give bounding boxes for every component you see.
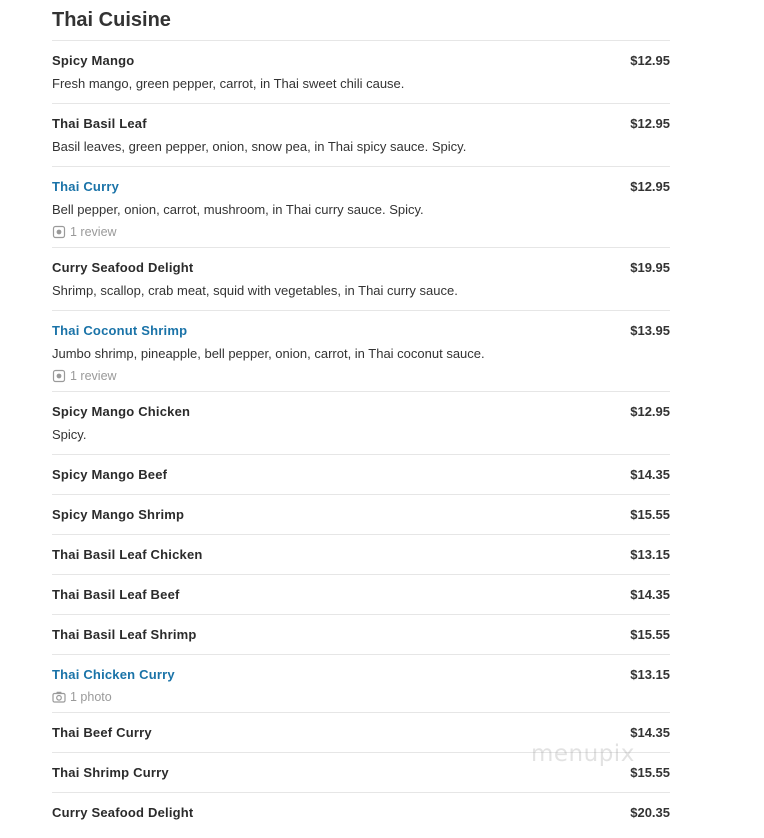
menu-item bbox=[52, 712, 670, 752]
menu-item-name: Thai Basil Leaf Chicken bbox=[52, 547, 203, 562]
menu-item bbox=[52, 247, 670, 310]
menu-item bbox=[52, 534, 670, 574]
watermark-logo: menupix bbox=[531, 741, 635, 767]
menu-item[interactable] bbox=[52, 654, 670, 712]
section-title: Thai Cuisine bbox=[52, 9, 171, 31]
menu-item-header bbox=[52, 260, 670, 276]
menu-item-name: Curry Seafood Delight bbox=[52, 805, 194, 820]
menu-item-name: Spicy Mango Shrimp bbox=[52, 507, 185, 522]
menu-item-price: $13.15 bbox=[630, 547, 670, 562]
meta-label: 1 photo bbox=[70, 690, 112, 704]
menu-item-header bbox=[52, 467, 670, 483]
menu-item-header bbox=[52, 725, 670, 741]
menu-item-price: $19.95 bbox=[630, 260, 670, 275]
menu-item-description: Jumbo shrimp, pineapple, bell pepper, onion, carrot, in Thai coconut sauce. bbox=[52, 346, 485, 361]
menu-item-price: $12.95 bbox=[630, 179, 670, 194]
menu-item-price: $12.95 bbox=[630, 404, 670, 419]
menu-item bbox=[52, 454, 670, 494]
review-icon bbox=[52, 369, 66, 383]
meta-label: 1 review bbox=[70, 369, 117, 383]
menu-item-price: $14.35 bbox=[630, 587, 670, 602]
menu-item-price: $12.95 bbox=[630, 53, 670, 68]
menu-item-name-link[interactable]: Thai Chicken Curry bbox=[52, 667, 175, 682]
menu-item-name: Curry Seafood Delight bbox=[52, 260, 194, 275]
menu-item-header bbox=[52, 587, 670, 603]
menu-item-price: $15.55 bbox=[630, 765, 670, 780]
menu-item-header bbox=[52, 667, 670, 683]
menu-item-header bbox=[52, 116, 670, 132]
menu-item[interactable] bbox=[52, 310, 670, 391]
menu-item-name: Spicy Mango Beef bbox=[52, 467, 168, 482]
menu-item-price: $13.15 bbox=[630, 667, 670, 682]
menu-item-header bbox=[52, 805, 670, 821]
menu-item-price: $12.95 bbox=[630, 116, 670, 131]
menu-item-name: Thai Basil Leaf Shrimp bbox=[52, 627, 197, 642]
menu-item-name: Thai Beef Curry bbox=[52, 725, 152, 740]
menu-item-header bbox=[52, 323, 670, 339]
menu-item-name: Spicy Mango bbox=[52, 53, 135, 68]
menu-item-header bbox=[52, 765, 670, 781]
menu-item-description: Spicy. bbox=[52, 427, 87, 442]
menu-item-name-link[interactable]: Thai Coconut Shrimp bbox=[52, 323, 188, 338]
menu-item[interactable] bbox=[52, 166, 670, 247]
menu-item bbox=[52, 752, 670, 792]
menu-item bbox=[52, 103, 670, 166]
meta-label: 1 review bbox=[70, 225, 117, 239]
menu-item-header bbox=[52, 404, 670, 420]
menu-item-name: Thai Basil Leaf Beef bbox=[52, 587, 180, 602]
menu-list bbox=[52, 40, 670, 832]
photo-link[interactable] bbox=[52, 689, 670, 705]
menu-item bbox=[52, 494, 670, 534]
menu-item bbox=[52, 574, 670, 614]
menu-item-description: Fresh mango, green pepper, carrot, in Thai sweet chili cause. bbox=[52, 76, 405, 91]
camera-icon bbox=[52, 690, 66, 704]
menu-item-description: Bell pepper, onion, carrot, mushroom, in Thai curry sauce. Spicy. bbox=[52, 202, 424, 217]
menu-item bbox=[52, 391, 670, 454]
menu-item-header bbox=[52, 627, 670, 643]
menu-item-price: $20.35 bbox=[630, 805, 670, 820]
menu-item-header bbox=[52, 547, 670, 563]
menu-item-price: $15.55 bbox=[630, 627, 670, 642]
review-link[interactable] bbox=[52, 368, 670, 384]
menu-item-description: Basil leaves, green pepper, onion, snow pea, in Thai spicy sauce. Spicy. bbox=[52, 139, 467, 154]
menu-item-name: Thai Shrimp Curry bbox=[52, 765, 169, 780]
menu-item-price: $13.95 bbox=[630, 323, 670, 338]
menu-item-price: $14.35 bbox=[630, 467, 670, 482]
menu-item bbox=[52, 614, 670, 654]
menu-item-price: $14.35 bbox=[630, 725, 670, 740]
review-icon bbox=[52, 225, 66, 239]
menu-item-description: Shrimp, scallop, crab meat, squid with vegetables, in Thai curry sauce. bbox=[52, 283, 458, 298]
menu-item-header bbox=[52, 179, 670, 195]
menu-item-price: $15.55 bbox=[630, 507, 670, 522]
menu-item-name: Thai Basil Leaf bbox=[52, 116, 147, 131]
menu-item bbox=[52, 40, 670, 103]
review-link[interactable] bbox=[52, 224, 670, 240]
menu-item-header bbox=[52, 507, 670, 523]
menu-item-header bbox=[52, 53, 670, 69]
menu-item-name: Spicy Mango Chicken bbox=[52, 404, 191, 419]
menu-item-name-link[interactable]: Thai Curry bbox=[52, 179, 120, 194]
menu-item bbox=[52, 792, 670, 832]
